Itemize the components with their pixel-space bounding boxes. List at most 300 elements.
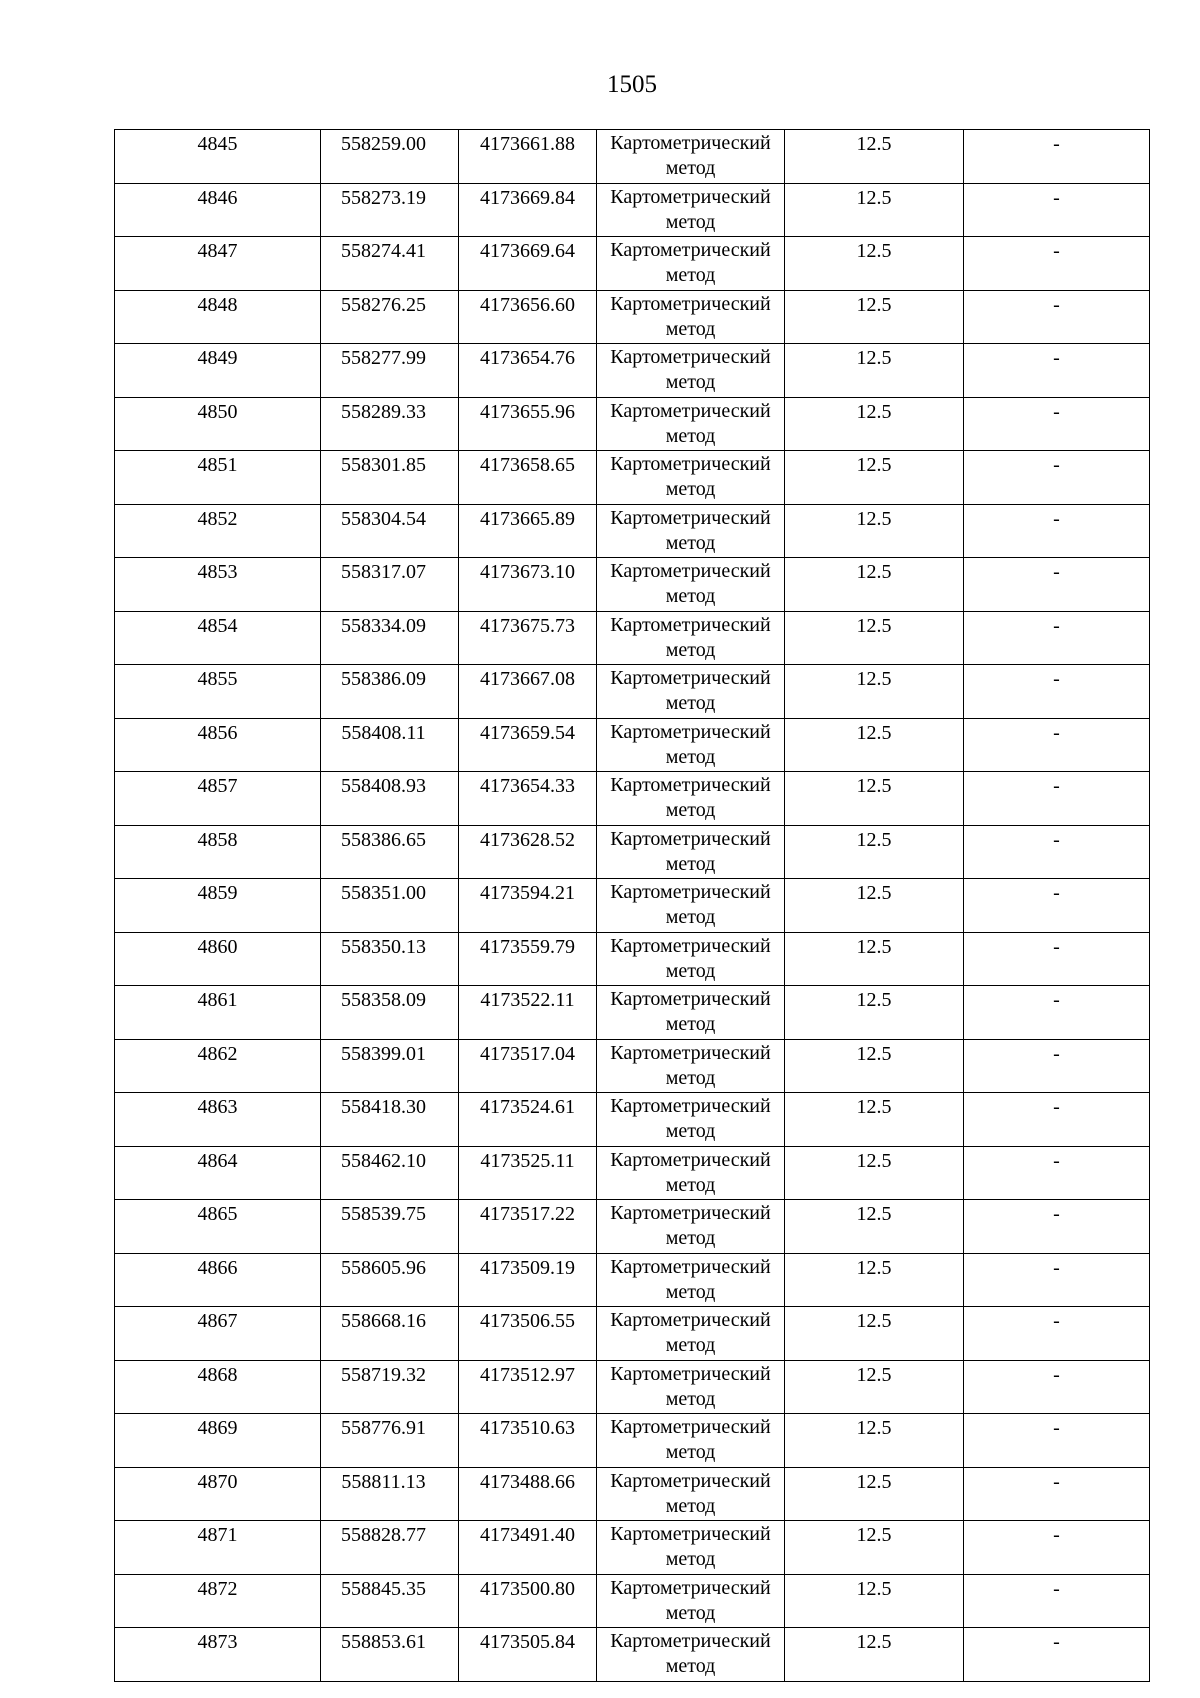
- accuracy-cell: [785, 290, 964, 344]
- x-coordinate-text: 558274.41: [341, 240, 426, 262]
- point-number-text: 4859: [197, 882, 238, 904]
- x-coordinate-cell: [321, 1093, 459, 1147]
- y-coordinate-cell: [459, 1039, 597, 1093]
- note-cell: [964, 237, 1150, 291]
- x-coordinate-text: 558408.11: [341, 721, 426, 744]
- x-coordinate-text: 558399.01: [341, 1042, 426, 1065]
- note-text: -: [1053, 561, 1060, 583]
- point-number-text: 4851: [197, 454, 238, 476]
- note-cell: [964, 665, 1150, 719]
- accuracy-text: 12.5: [856, 507, 892, 530]
- method-text-line1: Картометрический: [610, 1630, 771, 1652]
- point-number-cell: [115, 451, 321, 505]
- accuracy-cell: [785, 825, 964, 879]
- note-text: -: [1053, 1096, 1060, 1118]
- y-coordinate-text: 4173669.64: [480, 240, 575, 262]
- table-row: [115, 1360, 1150, 1414]
- method-text-line2: метод: [665, 906, 716, 928]
- note-text: -: [1053, 186, 1060, 209]
- x-coordinate-text: 558776.91: [341, 1417, 426, 1439]
- method-text-line2: метод: [665, 1655, 716, 1677]
- point-number-cell: [115, 558, 321, 612]
- accuracy-text: 12.5: [856, 1096, 892, 1118]
- method-cell: [597, 397, 785, 451]
- note-text: -: [1053, 507, 1060, 530]
- note-text: -: [1053, 400, 1060, 423]
- point-number-cell: [115, 397, 321, 451]
- method-cell: [597, 344, 785, 398]
- note-cell: [964, 1414, 1150, 1468]
- point-number-text: 4848: [197, 293, 238, 316]
- method-text-line1: Картометрический: [610, 185, 771, 208]
- point-number-text: 4864: [197, 1149, 238, 1172]
- y-coordinate-cell: [459, 130, 597, 184]
- x-coordinate-text: 558828.77: [341, 1524, 426, 1546]
- method-text-line2: метод: [665, 1280, 716, 1303]
- note-cell: [964, 1093, 1150, 1147]
- note-text: -: [1053, 1417, 1060, 1439]
- method-cell: [597, 290, 785, 344]
- x-coordinate-text: 558350.13: [341, 935, 426, 958]
- accuracy-text: 12.5: [856, 668, 892, 690]
- accuracy-text: 12.5: [856, 1577, 892, 1600]
- table-row: [115, 1253, 1150, 1307]
- point-number-text: 4860: [197, 935, 238, 958]
- table-row: [115, 130, 1150, 184]
- x-coordinate-cell: [321, 1200, 459, 1254]
- point-number-text: 4849: [197, 347, 238, 369]
- point-number-text: 4866: [197, 1256, 238, 1279]
- accuracy-text: 12.5: [856, 1310, 892, 1332]
- table-row: [115, 718, 1150, 772]
- note-text: -: [1053, 1203, 1060, 1225]
- x-coordinate-text: 558719.32: [341, 1363, 426, 1386]
- accuracy-text: 12.5: [856, 133, 892, 155]
- accuracy-cell: [785, 344, 964, 398]
- y-coordinate-cell: [459, 1146, 597, 1200]
- method-cell: [597, 825, 785, 879]
- table-row: [115, 558, 1150, 612]
- note-text: -: [1053, 1631, 1060, 1653]
- x-coordinate-cell: [321, 772, 459, 826]
- accuracy-cell: [785, 718, 964, 772]
- x-coordinate-cell: [321, 1360, 459, 1414]
- method-text-line1: Картометрический: [610, 1309, 771, 1331]
- point-number-cell: [115, 1039, 321, 1093]
- point-number-text: 4861: [197, 989, 238, 1011]
- method-cell: [597, 1039, 785, 1093]
- x-coordinate-text: 558668.16: [341, 1310, 426, 1332]
- accuracy-cell: [785, 611, 964, 665]
- table-row: [115, 611, 1150, 665]
- accuracy-cell: [785, 504, 964, 558]
- y-coordinate-cell: [459, 1253, 597, 1307]
- method-cell: [597, 1200, 785, 1254]
- y-coordinate-cell: [459, 290, 597, 344]
- method-text-line2: метод: [665, 317, 716, 340]
- method-text-line2: метод: [665, 745, 716, 768]
- method-cell: [597, 1574, 785, 1628]
- method-text-line1: Картометрический: [610, 934, 771, 957]
- y-coordinate-cell: [459, 1200, 597, 1254]
- y-coordinate-cell: [459, 1414, 597, 1468]
- x-coordinate-cell: [321, 183, 459, 237]
- y-coordinate-text: 4173594.21: [480, 882, 575, 904]
- y-coordinate-text: 4173675.73: [480, 614, 575, 637]
- table-row: [115, 1467, 1150, 1521]
- y-coordinate-cell: [459, 718, 597, 772]
- x-coordinate-cell: [321, 344, 459, 398]
- method-text-line1: Картометрический: [610, 1148, 771, 1171]
- page-number: 1505: [607, 71, 657, 98]
- method-text-line1: Картометрический: [610, 399, 771, 422]
- accuracy-text: 12.5: [856, 989, 892, 1011]
- table-row: [115, 1093, 1150, 1147]
- point-number-text: 4854: [197, 614, 238, 637]
- method-text-line1: Картометрический: [610, 988, 771, 1010]
- accuracy-cell: [785, 1574, 964, 1628]
- note-cell: [964, 1200, 1150, 1254]
- method-text-line2: метод: [665, 157, 716, 179]
- note-text: -: [1053, 293, 1060, 316]
- note-cell: [964, 504, 1150, 558]
- point-number-text: 4852: [197, 507, 238, 530]
- y-coordinate-cell: [459, 1467, 597, 1521]
- point-number-text: 4846: [197, 186, 238, 209]
- x-coordinate-cell: [321, 1574, 459, 1628]
- accuracy-text: 12.5: [856, 1149, 892, 1172]
- point-number-cell: [115, 1574, 321, 1628]
- y-coordinate-text: 4173524.61: [480, 1096, 575, 1118]
- point-number-cell: [115, 183, 321, 237]
- point-number-cell: [115, 1146, 321, 1200]
- note-cell: [964, 1521, 1150, 1575]
- note-cell: [964, 1039, 1150, 1093]
- x-coordinate-cell: [321, 451, 459, 505]
- accuracy-cell: [785, 130, 964, 184]
- note-cell: [964, 1307, 1150, 1361]
- point-number-cell: [115, 665, 321, 719]
- point-number-text: 4867: [197, 1310, 238, 1332]
- y-coordinate-cell: [459, 1307, 597, 1361]
- y-coordinate-text: 4173505.84: [480, 1631, 575, 1653]
- note-text: -: [1053, 882, 1060, 904]
- method-cell: [597, 718, 785, 772]
- note-cell: [964, 451, 1150, 505]
- method-text-line1: Картометрический: [610, 239, 771, 261]
- x-coordinate-cell: [321, 130, 459, 184]
- y-coordinate-cell: [459, 1093, 597, 1147]
- method-cell: [597, 558, 785, 612]
- note-cell: [964, 130, 1150, 184]
- method-text-line2: метод: [665, 424, 716, 447]
- x-coordinate-text: 558358.09: [341, 989, 426, 1011]
- x-coordinate-cell: [321, 504, 459, 558]
- accuracy-cell: [785, 237, 964, 291]
- method-text-line1: Картометрический: [610, 720, 771, 743]
- method-text-line2: метод: [665, 531, 716, 554]
- x-coordinate-cell: [321, 825, 459, 879]
- method-cell: [597, 665, 785, 719]
- method-cell: [597, 1467, 785, 1521]
- method-text-line2: метод: [665, 478, 716, 500]
- method-text-line1: Картометрический: [610, 1469, 771, 1492]
- accuracy-text: 12.5: [856, 186, 892, 209]
- y-coordinate-text: 4173656.60: [480, 293, 575, 316]
- table-row: [115, 1200, 1150, 1254]
- y-coordinate-cell: [459, 665, 597, 719]
- accuracy-cell: [785, 1414, 964, 1468]
- point-number-text: 4871: [197, 1524, 238, 1546]
- accuracy-cell: [785, 1093, 964, 1147]
- y-coordinate-text: 4173655.96: [480, 400, 575, 423]
- table-row: [115, 665, 1150, 719]
- table-row: [115, 451, 1150, 505]
- method-cell: [597, 932, 785, 986]
- point-number-cell: [115, 344, 321, 398]
- y-coordinate-text: 4173673.10: [480, 561, 575, 583]
- y-coordinate-cell: [459, 451, 597, 505]
- accuracy-text: 12.5: [856, 1203, 892, 1225]
- x-coordinate-cell: [321, 718, 459, 772]
- y-coordinate-cell: [459, 558, 597, 612]
- accuracy-text: 12.5: [856, 1256, 892, 1279]
- table-row: [115, 879, 1150, 933]
- x-coordinate-cell: [321, 879, 459, 933]
- method-cell: [597, 130, 785, 184]
- point-number-text: 4872: [197, 1577, 238, 1600]
- point-number-cell: [115, 504, 321, 558]
- x-coordinate-cell: [321, 1467, 459, 1521]
- method-cell: [597, 451, 785, 505]
- note-text: -: [1053, 1524, 1060, 1546]
- method-text-line1: Картометрический: [610, 1095, 771, 1117]
- y-coordinate-text: 4173525.11: [480, 1149, 575, 1172]
- table-row: [115, 1574, 1150, 1628]
- table-row: [115, 344, 1150, 398]
- y-coordinate-cell: [459, 825, 597, 879]
- accuracy-cell: [785, 986, 964, 1040]
- coordinates-table: [114, 129, 1150, 1682]
- method-text-line1: Картометрический: [610, 1523, 771, 1545]
- accuracy-text: 12.5: [856, 721, 892, 744]
- y-coordinate-cell: [459, 932, 597, 986]
- accuracy-text: 12.5: [856, 882, 892, 904]
- x-coordinate-text: 558304.54: [341, 507, 426, 530]
- note-cell: [964, 558, 1150, 612]
- y-coordinate-cell: [459, 1628, 597, 1682]
- accuracy-text: 12.5: [856, 1417, 892, 1439]
- note-cell: [964, 1628, 1150, 1682]
- note-text: -: [1053, 775, 1060, 797]
- accuracy-text: 12.5: [856, 240, 892, 262]
- note-text: -: [1053, 1363, 1060, 1386]
- x-coordinate-text: 558259.00: [341, 133, 426, 155]
- method-text-line2: метод: [665, 1013, 716, 1035]
- point-number-cell: [115, 1628, 321, 1682]
- method-cell: [597, 1521, 785, 1575]
- y-coordinate-text: 4173628.52: [480, 828, 575, 851]
- note-cell: [964, 1253, 1150, 1307]
- x-coordinate-text: 558845.35: [341, 1577, 426, 1600]
- point-number-cell: [115, 932, 321, 986]
- accuracy-text: 12.5: [856, 1470, 892, 1493]
- accuracy-cell: [785, 1467, 964, 1521]
- method-text-line1: Картометрический: [610, 1416, 771, 1438]
- note-cell: [964, 825, 1150, 879]
- accuracy-text: 12.5: [856, 400, 892, 423]
- y-coordinate-cell: [459, 183, 597, 237]
- y-coordinate-cell: [459, 1521, 597, 1575]
- y-coordinate-cell: [459, 986, 597, 1040]
- method-text-line1: Картометрический: [610, 346, 771, 368]
- y-coordinate-cell: [459, 611, 597, 665]
- accuracy-cell: [785, 397, 964, 451]
- method-text-line1: Картометрический: [610, 1255, 771, 1278]
- x-coordinate-text: 558462.10: [341, 1149, 426, 1172]
- y-coordinate-cell: [459, 344, 597, 398]
- x-coordinate-text: 558386.09: [341, 668, 426, 690]
- method-cell: [597, 1093, 785, 1147]
- y-coordinate-text: 4173654.33: [480, 775, 575, 797]
- x-coordinate-cell: [321, 1521, 459, 1575]
- accuracy-text: 12.5: [856, 935, 892, 958]
- y-coordinate-text: 4173517.04: [480, 1042, 575, 1065]
- y-coordinate-text: 4173654.76: [480, 347, 575, 369]
- y-coordinate-cell: [459, 772, 597, 826]
- method-cell: [597, 772, 785, 826]
- accuracy-cell: [785, 1307, 964, 1361]
- method-text-line2: метод: [665, 1173, 716, 1196]
- note-text: -: [1053, 454, 1060, 476]
- method-text-line2: метод: [665, 959, 716, 982]
- method-cell: [597, 183, 785, 237]
- table-row: [115, 986, 1150, 1040]
- method-text-line2: метод: [665, 638, 716, 661]
- table-row: [115, 1628, 1150, 1682]
- point-number-text: 4865: [197, 1203, 238, 1225]
- point-number-text: 4870: [197, 1470, 238, 1493]
- x-coordinate-cell: [321, 1307, 459, 1361]
- x-coordinate-text: 558811.13: [341, 1470, 426, 1493]
- method-text-line1: Картометрический: [610, 560, 771, 582]
- accuracy-cell: [785, 1253, 964, 1307]
- accuracy-cell: [785, 1200, 964, 1254]
- method-text-line2: метод: [665, 1227, 716, 1249]
- y-coordinate-text: 4173658.65: [480, 454, 575, 476]
- y-coordinate-cell: [459, 237, 597, 291]
- x-coordinate-text: 558351.00: [341, 882, 426, 904]
- point-number-text: 4858: [197, 828, 238, 851]
- note-cell: [964, 1146, 1150, 1200]
- point-number-text: 4850: [197, 400, 238, 423]
- note-cell: [964, 718, 1150, 772]
- note-cell: [964, 772, 1150, 826]
- y-coordinate-text: 4173506.55: [480, 1310, 575, 1332]
- note-cell: [964, 1574, 1150, 1628]
- method-text-line2: метод: [665, 1601, 716, 1624]
- coordinates-table-body: [115, 130, 1150, 1682]
- note-text: -: [1053, 989, 1060, 1011]
- method-cell: [597, 1360, 785, 1414]
- accuracy-cell: [785, 558, 964, 612]
- point-number-text: 4873: [197, 1631, 238, 1653]
- note-text: -: [1053, 1042, 1060, 1065]
- accuracy-text: 12.5: [856, 347, 892, 369]
- x-coordinate-text: 558605.96: [341, 1256, 426, 1279]
- method-text-line1: Картометрический: [610, 881, 771, 903]
- accuracy-text: 12.5: [856, 454, 892, 476]
- point-number-text: 4869: [197, 1417, 238, 1439]
- method-cell: [597, 1414, 785, 1468]
- table-row: [115, 1414, 1150, 1468]
- y-coordinate-text: 4173661.88: [480, 133, 575, 155]
- point-number-text: 4845: [197, 133, 238, 155]
- note-cell: [964, 290, 1150, 344]
- method-text-line2: метод: [665, 1066, 716, 1089]
- point-number-cell: [115, 1360, 321, 1414]
- accuracy-cell: [785, 1039, 964, 1093]
- note-text: -: [1053, 828, 1060, 851]
- method-text-line1: Картометрический: [610, 1202, 771, 1224]
- x-coordinate-text: 558539.75: [341, 1203, 426, 1225]
- x-coordinate-text: 558418.30: [341, 1096, 426, 1118]
- method-text-line2: метод: [665, 264, 716, 286]
- method-text-line2: метод: [665, 1494, 716, 1517]
- method-text-line1: Картометрический: [610, 292, 771, 315]
- x-coordinate-text: 558408.93: [341, 775, 426, 797]
- x-coordinate-text: 558276.25: [341, 293, 426, 316]
- x-coordinate-cell: [321, 397, 459, 451]
- y-coordinate-cell: [459, 397, 597, 451]
- note-text: -: [1053, 1470, 1060, 1493]
- table-row: [115, 772, 1150, 826]
- point-number-cell: [115, 986, 321, 1040]
- x-coordinate-text: 558277.99: [341, 347, 426, 369]
- note-text: -: [1053, 614, 1060, 637]
- x-coordinate-cell: [321, 1146, 459, 1200]
- accuracy-text: 12.5: [856, 1042, 892, 1065]
- x-coordinate-text: 558334.09: [341, 614, 426, 637]
- table-row: [115, 1307, 1150, 1361]
- accuracy-cell: [785, 932, 964, 986]
- point-number-text: 4856: [197, 721, 238, 744]
- accuracy-text: 12.5: [856, 561, 892, 583]
- method-text-line1: Картометрический: [610, 613, 771, 636]
- point-number-cell: [115, 237, 321, 291]
- y-coordinate-text: 4173667.08: [480, 668, 575, 690]
- x-coordinate-cell: [321, 1253, 459, 1307]
- method-text-line1: Картометрический: [610, 1362, 771, 1385]
- note-text: -: [1053, 1310, 1060, 1332]
- point-number-cell: [115, 1307, 321, 1361]
- note-text: -: [1053, 1256, 1060, 1279]
- point-number-cell: [115, 1253, 321, 1307]
- method-text-line1: Картометрический: [610, 774, 771, 796]
- method-text-line1: Картометрический: [610, 132, 771, 154]
- table-row: [115, 1039, 1150, 1093]
- x-coordinate-cell: [321, 558, 459, 612]
- point-number-text: 4847: [197, 240, 238, 262]
- y-coordinate-text: 4173488.66: [480, 1470, 575, 1493]
- x-coordinate-cell: [321, 932, 459, 986]
- method-text-line2: метод: [665, 1120, 716, 1142]
- x-coordinate-cell: [321, 237, 459, 291]
- y-coordinate-cell: [459, 504, 597, 558]
- note-text: -: [1053, 347, 1060, 369]
- point-number-cell: [115, 825, 321, 879]
- method-text-line1: Картометрический: [610, 667, 771, 689]
